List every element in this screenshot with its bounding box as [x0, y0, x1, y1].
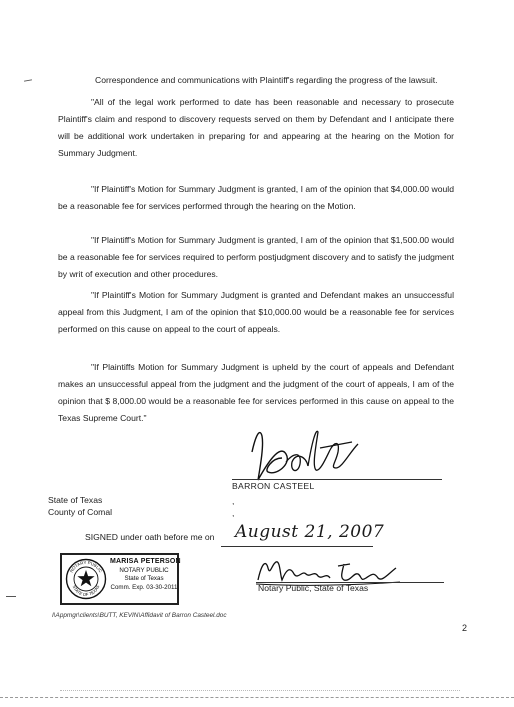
stamp-notary-name: MARISA PETERSON: [110, 558, 181, 565]
signed-under-oath-text: SIGNED under oath before me on: [85, 532, 215, 542]
date-line: [221, 546, 373, 547]
paragraph-fee-postjudgment: "If Plaintiff's Motion for Summary Judgment is granted, I am of the opinion that $1,500.00 would be a reasonable fee for services required to perform postjudgment discovery and to satisfy the judgment by writ of execution and other procedures.: [58, 235, 454, 279]
stamp-state: State of Texas: [124, 575, 164, 582]
scan-artifact-line: [0, 697, 514, 698]
page-number: 2: [462, 623, 468, 633]
stamp-text-block: [110, 558, 181, 592]
seal-text-bottom: STATE OF TEXAS: [71, 584, 101, 598]
paragraph-fee-supreme-court: "If Plaintiffs Motion for Summary Judgment is upheld by the court of appeals and Defendant makes an unsuccessful appeal from the judgment and the judgment of the court of appeals, I am of the opinion that $ 8,000.00 would be a reasonable fee for services performed in this cause on appeal to the Texas Supreme Court.": [58, 362, 454, 423]
signer-name: BARRON CASTEEL: [232, 481, 315, 491]
venue-comma: ,: [232, 508, 235, 518]
stamp-expiration: Comm. Exp. 03-30-2011: [110, 583, 178, 591]
file-path-footer: I\Appmgr\clients\BUTT, KEVIN\Affidavit of Barron Casteel.doc: [52, 612, 227, 619]
paragraph-fee-appeal: "If Plaintiff's Motion for Summary Judgment is granted and Defendant makes an unsuccessful appeal from this Judgment, I am of the opinion that $10,000.00 would be a reasonable fee for services performed on this cause on appeal to the court of appeals.: [58, 290, 454, 334]
county-line: County of Comal: [48, 507, 113, 517]
scan-mark: [6, 596, 16, 597]
notary-public-label: Notary Public, State of Texas: [258, 583, 369, 593]
notary-stamp: [60, 553, 179, 605]
paragraph-correspondence: Correspondence and communications with Plaintiff's regarding the progress of the lawsuit.: [95, 75, 438, 85]
venue-block: [48, 494, 112, 518]
stamp-title: NOTARY PUBLIC: [119, 566, 169, 574]
scan-mark: [24, 79, 32, 81]
handwritten-date: August 21, 2007: [235, 522, 385, 542]
state-line: State of Texas: [48, 495, 103, 505]
signature-line: [232, 479, 442, 480]
paragraph-legal-work: "All of the legal work performed to date has been reasonable and necessary to prosecute Plaintiff's claim and respond to discovery requests served on them by Defendant and I anticipate there will be additional work undertaken in preparing for and appearing at the hearing on the Motion for Summary Judgment.: [58, 97, 454, 158]
venue-comma: ,: [232, 496, 235, 506]
seal-text-top: NOTARY PUBLIC: [68, 559, 104, 574]
scan-artifact-line: [60, 690, 460, 691]
paragraph-fee-hearing: "If Plaintiff's Motion for Summary Judgment is granted, I am of the opinion that $4,000.00 would be a reasonable fee for services performed through the hearing on the Motion.: [58, 184, 454, 211]
notary-seal-icon: [65, 558, 107, 600]
